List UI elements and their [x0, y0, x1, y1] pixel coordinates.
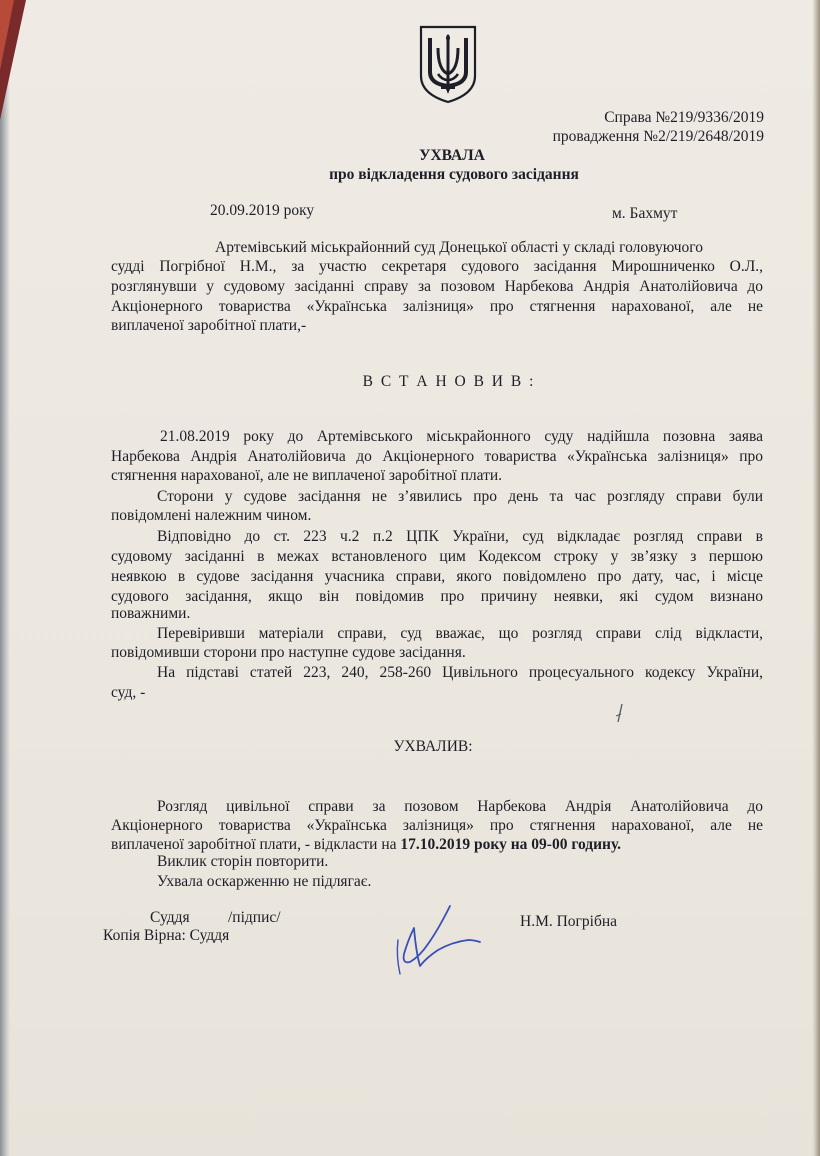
intro-line: розглянувши у судовому засіданні справу за позовом Нарбекова Андрія Анатолійовича до: [111, 278, 763, 295]
intro-line: Артемівський міськрайонний суд Донецької області у складі головуючого: [215, 239, 703, 256]
ruled-line: Виклик сторін повторити.: [157, 853, 329, 870]
ruled-line: Розгляд цивільної справи за позовом Нарбекова Андрія Анатолійовича до: [157, 798, 763, 815]
pen-mark: [612, 702, 628, 724]
document-subtitle: про відкладення судового засідання: [329, 166, 579, 183]
established-line: Відповідно до ст. 223 ч.2 п.2 ЦПК України, суд відкладає розгляд справи в: [157, 528, 763, 545]
ruled-line: Ухвала оскарженню не підлягає.: [157, 873, 372, 890]
established-line: стягнення нарахованої, але не виплаченої заробітної плати.: [111, 467, 503, 484]
established-line: 21.08.2019 року до Артемівського міськрайонного суду надійшла позовна заява: [160, 428, 763, 445]
intro-line: Акціонерного товариства «Українська залізниця» про стягнення нарахованої, але не: [111, 298, 763, 315]
established-line: повідомивши сторони про наступне судове засідання.: [111, 644, 466, 661]
proceeding-number: провадження №2/219/2648/2019: [552, 128, 764, 145]
ruled-heading: УХВАЛИВ:: [393, 738, 473, 755]
established-line: судового засідання, якщо він повідомив про причину неявки, які судом визнано: [111, 588, 763, 605]
ruled-line-text: виплаченої заробітної плати, - відкласти на: [111, 836, 401, 853]
established-line: повідомлені належним чином.: [111, 507, 312, 524]
established-line: поважними.: [111, 605, 191, 622]
established-heading: В С Т А Н О В И В :: [362, 373, 536, 390]
document-title: УХВАЛА: [419, 147, 485, 164]
established-line: неявкою в судове засідання учасника справи, якого повідомлено про дату, час, і місце: [111, 568, 763, 585]
established-line: На підставі статей 223, 240, 258-260 Цивільного процесуального кодексу України,: [157, 664, 763, 681]
copy-certified-label: Копія Вірна: Суддя: [103, 927, 230, 944]
judge-name: Н.М. Погрібна: [520, 913, 618, 930]
judge-label: Суддя: [150, 909, 190, 926]
established-line: Сторони у судове засідання не з’явились про день та час розгляду справи були: [157, 488, 763, 505]
handwritten-signature: [380, 900, 490, 980]
established-line: Нарбекова Андрія Анатолійовича до Акціонерного товариства «Українська залізниця» про: [111, 448, 763, 465]
document-date: 20.09.2019 року: [210, 202, 315, 219]
intro-line: судді Погрібної Н.М., за участю секретаря судового засідання Мирошниченко О.Л.,: [111, 258, 763, 275]
new-hearing-date: 17.10.2019 року на 09-00 годину.: [400, 836, 622, 853]
document-place: м. Бахмут: [612, 205, 678, 222]
ruled-line: Акціонерного товариства «Українська залізниця» про стягнення нарахованої, але не: [111, 817, 763, 834]
scan-corner-inner: [0, 0, 14, 70]
signed-label: /підпис/: [228, 909, 281, 926]
intro-line: виплаченої заробітної плати,-: [111, 317, 307, 334]
established-line: Перевіривши матеріали справи, суд вважає, що розгляд справи слід відкласти,: [157, 625, 763, 642]
ukraine-trident-emblem-icon: [417, 24, 479, 104]
established-line: суд, -: [111, 684, 146, 701]
case-number: Справа №219/9336/2019: [604, 109, 764, 126]
established-line: судовому засіданні в межах встановленого цим Кодексом строку у зв’язку з першою: [111, 548, 763, 565]
